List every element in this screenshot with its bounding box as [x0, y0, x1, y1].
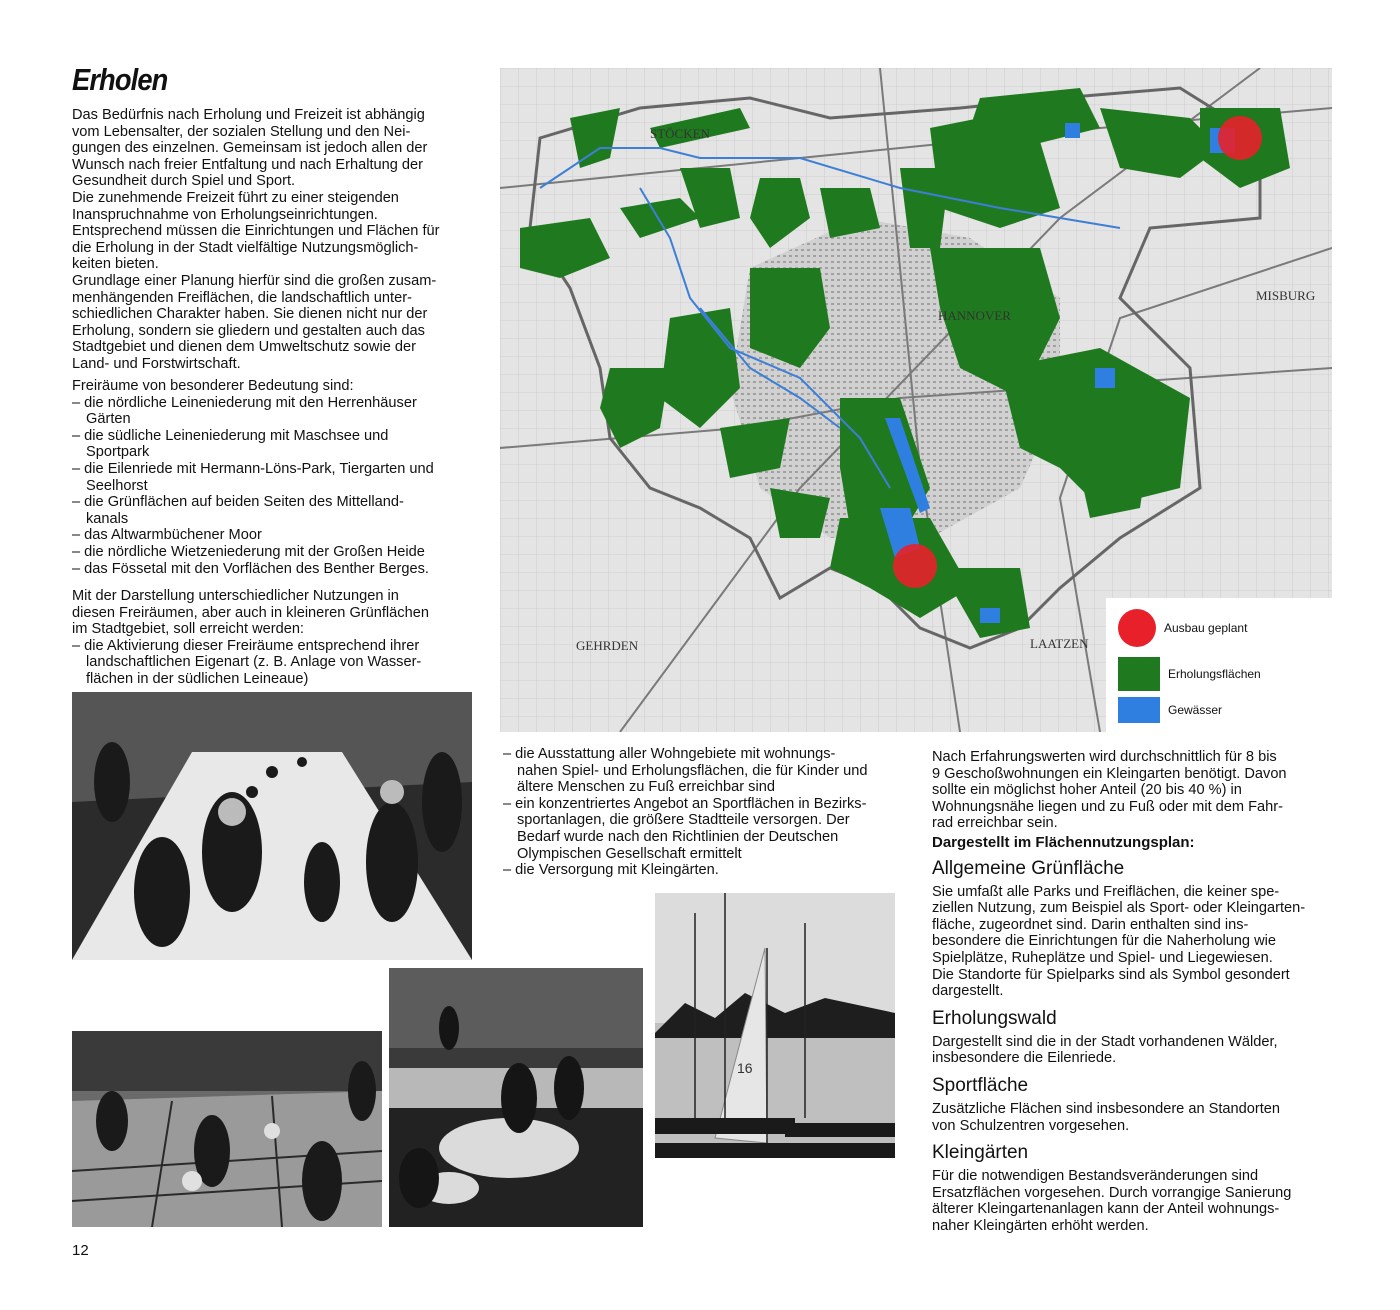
text-line: besondere die Einrichtungen für die Naherholung wie — [932, 933, 1276, 950]
list-item: – die Eilenriede mit Hermann-Löns-Park, Tiergarten und Seelhorst — [72, 460, 434, 494]
intro-line: keiten bieten. — [72, 256, 159, 273]
intro-line: Die zunehmende Freizeit führt zu einer steigenden — [72, 189, 399, 206]
text-line: Für die notwendigen Bestandsveränderungen sind — [932, 1168, 1259, 1185]
text-line: Nach Erfahrungswerten wird durchschnittlich für 8 bis — [932, 749, 1277, 765]
legend-item-recreation — [1118, 656, 1261, 692]
freiraeume-heading: Freiräume von besonderer Bedeutung sind: — [72, 378, 354, 394]
text-line: sollte ein möglichst hoher Anteil (20 bis 40 %) in — [932, 782, 1242, 799]
map-label-stoecken: STÖCKEN — [650, 126, 710, 141]
section-body — [932, 1101, 1372, 1134]
text-line: 9 Geschoßwohnungen ein Kleingarten benötigt. Davon — [932, 765, 1287, 782]
intro-paragraph — [72, 107, 440, 373]
legend-item-planned — [1118, 610, 1247, 646]
legend-label: Erholungsflächen — [1168, 667, 1261, 681]
list-item: – die Grünflächen auf beiden Seiten des Mittelland- kanals — [72, 494, 404, 527]
ziele-paragraph — [72, 588, 429, 688]
sledding-photo — [72, 692, 472, 960]
list-item: – die Aktivierung dieser Freiräume entsprechend ihrer landschaftlichen Eigenart (z. B. Anlage von Wasser- flächen in der südlichen Leineaue) — [72, 637, 422, 687]
legend-label: Gewässer — [1168, 703, 1223, 717]
section-heading: Kleingärten — [932, 1142, 1029, 1164]
text-line: Sie umfaßt alle Parks und Freiflächen, die keiner spe- — [932, 883, 1280, 900]
intro-line: gungen des einzelnen. Gemeinsam ist jedoch allen der — [72, 140, 428, 157]
terrace-photo — [72, 1031, 382, 1227]
right-column — [932, 749, 1372, 1234]
intro-line: Stadtgebiet und dienen dem Umweltschutz sowie der — [72, 339, 416, 356]
intro-line: menhängenden Freiflächen, die landschaftlich unter- — [72, 289, 412, 306]
text-line: Wohnungsnähe liegen und zu Fuß oder mit dem Fahr- — [932, 798, 1283, 815]
kleingarten-intro — [932, 749, 1372, 832]
text-line: rad erreichbar sein. — [932, 815, 1058, 832]
list-item: – die nördliche Leineniederung mit den Herrenhäuser Gärten — [72, 394, 417, 428]
map-label-laatzen: LAATZEN — [1030, 636, 1089, 651]
ziele-continuation — [503, 746, 868, 879]
ziele-line: diesen Freiräumen, aber auch in kleineren Grünflächen — [72, 604, 429, 621]
planned-circle-south — [893, 544, 937, 588]
legend-swatch-red — [1118, 609, 1156, 647]
sailboat-photo — [655, 893, 895, 1158]
intro-line: schiedlichen Charakter haben. Sie dienen nicht nur der — [72, 306, 428, 323]
section-body — [932, 1034, 1372, 1067]
text-line: naher Kleingärten erhöht werden. — [932, 1217, 1149, 1234]
map-label-hannover: HANNOVER — [938, 308, 1011, 323]
section-body — [932, 1168, 1372, 1234]
list-item: – die südliche Leineniederung mit Maschsee und Sportpark — [72, 427, 389, 461]
intro-line: Entsprechend müssen die Einrichtungen und Flächen für — [72, 223, 440, 240]
text-line: von Schulzentren vorgesehen. — [932, 1117, 1130, 1134]
map-label-misburg: MISBURG — [1256, 288, 1316, 303]
ziele-line: im Stadtgebiet, soll erreicht werden: — [72, 621, 304, 638]
text-line: Dargestellt sind die in der Stadt vorhandenen Wälder, — [932, 1033, 1278, 1050]
planned-circle-north — [1218, 116, 1262, 160]
intro-line: Inanspruchnahme von Erholungseinrichtungen. — [72, 206, 378, 223]
list-item: – die nördliche Wietzeniederung mit der Großen Heide — [72, 543, 425, 560]
intro-line: die Erholung in der Stadt vielfältige Nutzungsmöglich- — [72, 239, 419, 256]
legend-swatch-green — [1118, 657, 1160, 691]
section-heading: Allgemeine Grünfläche — [932, 857, 1125, 879]
legend-label: Ausbau geplant — [1164, 621, 1248, 635]
list-item: – das Altwarmbüchener Moor — [72, 527, 262, 544]
legend-swatch-blue — [1118, 697, 1160, 723]
section-body — [932, 884, 1372, 1000]
text-line: älterer Kleingartenanlagen kann der Anteil wohnungs- — [932, 1201, 1280, 1218]
page-title: Erholen — [72, 62, 168, 97]
list-item: – die Versorgung mit Kleingärten. — [503, 862, 719, 879]
ziele-line: Mit der Darstellung unterschiedlicher Nutzungen in — [72, 588, 399, 604]
fnp-heading: Dargestellt im Flächennutzungsplan: — [932, 833, 1195, 851]
text-line: fläche, zugeordnet sind. Darin enthalten sind ins- — [932, 916, 1249, 933]
list-item: – ein konzentriertes Angebot an Sportflächen in Bezirks- sportanlagen, die größere Stadtteile versorgen. Der Bedarf wurde nach den Richtlinien der Deutschen Olympischen Gesellschaft ermittelt — [503, 795, 867, 862]
text-line: Ersatzflächen vorgesehen. Durch vorrangige Sanierung — [932, 1184, 1292, 1201]
section-heading: Erholungswald — [932, 1007, 1057, 1029]
map-label-gehrden: GEHRDEN — [576, 638, 639, 653]
text-line: Spielplätze, Ruheplätze und Spiel- und Liegewiesen. — [932, 949, 1273, 966]
page-number: 12 — [72, 1242, 89, 1259]
water-play-photo — [389, 968, 643, 1227]
intro-line: Grundlage einer Planung hierfür sind die großen zusam- — [72, 272, 437, 289]
intro-line: Erholung, sondern sie gliedern und gestalten auch das — [72, 322, 425, 339]
freiraeume-list — [72, 378, 434, 577]
text-line: dargestellt. — [932, 983, 1004, 1000]
intro-line: Gesundheit durch Spiel und Sport. — [72, 173, 296, 190]
intro-line: vom Lebensalter, der sozialen Stellung und den Nei- — [72, 123, 411, 140]
text-line: Die Standorte für Spielparks sind als Symbol gesondert — [932, 966, 1290, 983]
text-line: Zusätzliche Flächen sind insbesondere an Standorten — [932, 1100, 1281, 1117]
text-line: insbesondere die Eilenriede. — [932, 1050, 1117, 1067]
list-item: – das Fössetal mit den Vorflächen des Benther Berges. — [72, 560, 429, 577]
text-line: ziellen Nutzung, zum Beispiel als Sport- oder Kleingarten- — [932, 900, 1306, 917]
intro-line: Wunsch nach freier Entfaltung und nach Erhaltung der — [72, 156, 424, 173]
intro-line: Land- und Forstwirtschaft. — [72, 355, 241, 372]
intro-line: Das Bedürfnis nach Erholung und Freizeit ist abhängig — [72, 107, 425, 123]
sail-number: 16 — [737, 1060, 753, 1076]
legend-item-water — [1118, 692, 1222, 728]
section-heading: Sportfläche — [932, 1074, 1029, 1096]
list-item: – die Ausstattung aller Wohngebiete mit wohnungs- nahen Spiel- und Erholungsflächen, die für Kinder und ältere Menschen zu Fuß erreichbar sind — [503, 746, 868, 796]
